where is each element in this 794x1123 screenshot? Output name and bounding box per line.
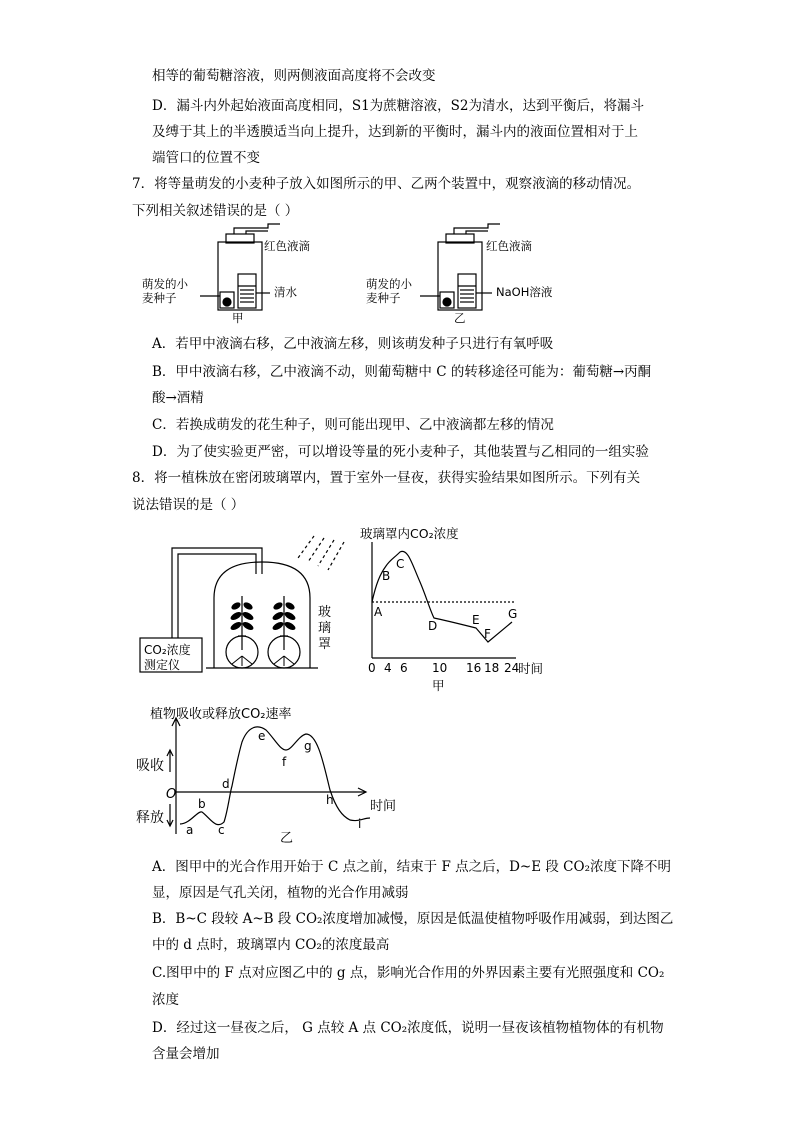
point-a: a — [186, 823, 194, 837]
chart-jia-name: 甲 — [432, 678, 445, 693]
seed-label-jia-1: 萌发的小 — [142, 277, 188, 291]
cover-label-1: 玻 — [318, 605, 332, 620]
figure-8-chart-jia — [356, 518, 556, 696]
point-i: i — [358, 817, 362, 831]
drop-label-jia: 红色液滴 — [264, 239, 310, 253]
point-d: d — [222, 777, 230, 791]
point-G: G — [508, 607, 518, 621]
figure-8-chart-yi — [130, 700, 420, 846]
seed-label-yi-1: 萌发的小 — [366, 277, 412, 291]
xtick-10: 10 — [432, 661, 448, 675]
text-line: 酸→酒精 — [152, 390, 204, 406]
xtick-18: 18 — [484, 661, 500, 675]
text-line: 含量会增加 — [152, 1046, 220, 1062]
cover-label-2: 璃 — [318, 621, 332, 636]
text-line: 及缚于其上的半透膜适当向上提升，达到新的平衡时，漏斗内的液面位置相对于上 — [152, 124, 638, 140]
text-line: 端管口的位置不变 — [152, 150, 260, 166]
question-8-stem: 8．将一植株放在密闭玻璃罩内，置于室外一昼夜，获得实验结果如图所示。下列有关 — [132, 470, 641, 486]
liquid-label-jia: 清水 — [274, 285, 297, 299]
apparatus-jia — [200, 224, 280, 310]
chart-jia-xlabel: 时间 — [518, 661, 544, 676]
option-b-8: B．B~C 段较 A~B 段 CO₂浓度增加减慢，原因是低温使植物呼吸作用减弱，到达图乙 — [152, 911, 674, 927]
origin-label: O — [166, 787, 177, 802]
option-c-8: C.图甲中的 F 点对应图乙中的 g 点，影响光合作用的外界因素主要有光照强度和 CO₂ — [152, 965, 665, 981]
co2-rate-curve — [180, 727, 370, 825]
figure-7-apparatus — [140, 222, 580, 324]
point-A: A — [374, 605, 383, 619]
apparatus-yi — [420, 224, 500, 310]
figure-8-apparatus — [138, 518, 358, 688]
option-d-7: D．为了使实验更严密，可以增设等量的死小麦种子，其他装置与乙相同的一组实验 — [152, 444, 649, 460]
text-line: 相等的葡萄糖溶液，则两侧液面高度将不会改变 — [152, 68, 436, 84]
chart-yi-title: 植物吸收或释放CO₂速率 — [150, 707, 292, 722]
drop-label-yi: 红色液滴 — [486, 239, 532, 253]
point-b: b — [198, 797, 206, 811]
apparatus-name-jia: 甲 — [232, 311, 244, 324]
xtick-6: 6 — [400, 661, 408, 675]
option-d-8: D．经过这一昼夜之后， G 点较 A 点 CO₂浓度低，说明一昼夜该植物植物体的有机物 — [152, 1020, 664, 1036]
text-line: 中的 d 点时，玻璃罩内 CO₂的浓度最高 — [152, 937, 390, 953]
chart-yi-xlabel: 时间 — [370, 799, 397, 814]
seed-label-yi-2: 麦种子 — [366, 291, 401, 305]
point-E: E — [472, 613, 480, 627]
option-b-7: B．甲中液滴右移，乙中液滴不动，则葡萄糖中 C 的转移途径可能为：葡萄糖→丙酮 — [152, 364, 652, 380]
liquid-label-yi: NaOH溶液 — [496, 285, 553, 299]
point-g: g — [304, 739, 312, 753]
xtick-16: 16 — [466, 661, 482, 675]
chart-jia-title: 玻璃罩内CO₂浓度 — [360, 526, 459, 541]
absorb-label: 吸收 — [136, 758, 164, 774]
device-label-1: CO₂浓度 — [144, 643, 191, 657]
point-e: e — [258, 729, 266, 743]
point-D: D — [428, 619, 438, 633]
xtick-0: 0 — [368, 661, 376, 675]
point-f: f — [282, 755, 287, 769]
text-line: 显，原因是气孔关闭，植物的光合作用减弱 — [152, 885, 409, 901]
point-B: B — [382, 569, 391, 583]
option-c-7: C．若换成萌发的花生种子，则可能出现甲、乙中液滴都左移的情况 — [152, 417, 554, 433]
text-line: 浓度 — [152, 992, 179, 1008]
question-8-stem-cont: 说法错误的是（ ） — [132, 497, 245, 513]
release-label: 释放 — [136, 810, 164, 826]
device-label-2: 测定仪 — [144, 658, 181, 672]
xtick-4: 4 — [384, 661, 392, 675]
cover-label-3: 罩 — [318, 637, 332, 652]
xtick-24: 24 — [504, 661, 520, 675]
point-C: C — [396, 557, 405, 571]
point-c: c — [218, 823, 225, 837]
option-a-8: A．图甲中的光合作用开始于 C 点之前，结束于 F 点之后，D~E 段 CO₂浓度下降不明 — [152, 859, 671, 875]
point-h: h — [326, 793, 334, 807]
option-d-6: D．漏斗内外起始液面高度相同，S1为蔗糖溶液，S2为清水，达到平衡后，将漏斗 — [152, 98, 644, 114]
apparatus-name-yi: 乙 — [454, 311, 466, 324]
question-7-stem-cont: 下列相关叙述错误的是（ ） — [132, 203, 299, 219]
question-7-stem: 7．将等量萌发的小麦种子放入如图所示的甲、乙两个装置中，观察液滴的移动情况。 — [132, 176, 641, 192]
seed-label-jia-2: 麦种子 — [142, 291, 177, 305]
chart-yi-name: 乙 — [280, 831, 294, 846]
point-F: F — [484, 627, 491, 641]
co2-curve — [372, 551, 512, 642]
option-a-7: A．若甲中液滴右移，乙中液滴左移，则该萌发种子只进行有氧呼吸 — [152, 336, 554, 352]
